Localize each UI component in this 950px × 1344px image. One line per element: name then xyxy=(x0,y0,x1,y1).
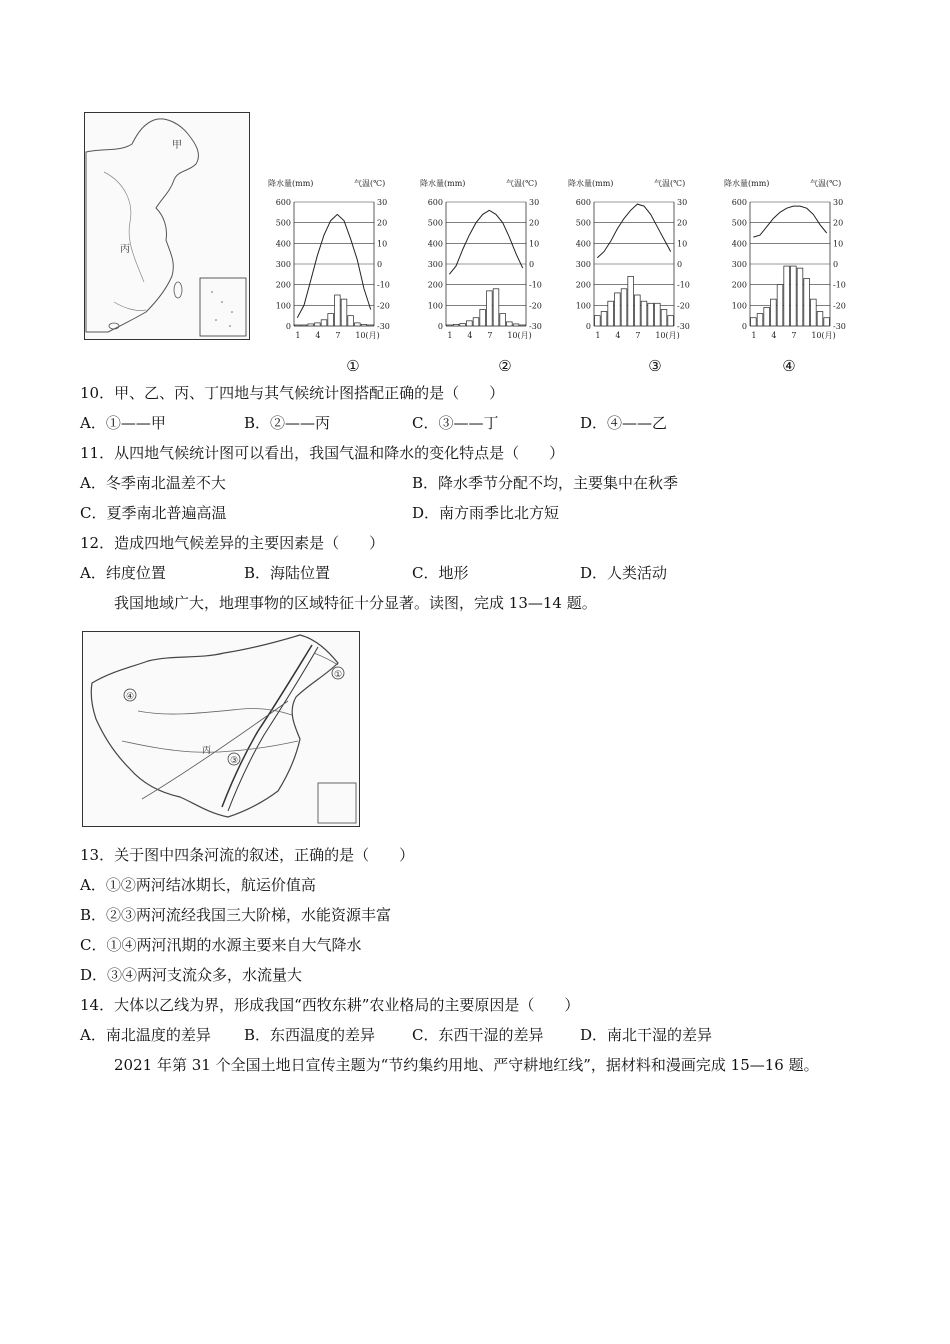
q12-option-b[interactable]: B．海陆位置 xyxy=(244,564,331,582)
x-tick-label: 4 xyxy=(615,331,621,340)
chart-label-2: ② xyxy=(498,357,512,375)
right-tick-label: 30 xyxy=(529,198,540,207)
x-tick-label: 10(月) xyxy=(355,331,380,340)
right-axis-title: 气温(℃) xyxy=(506,179,538,188)
climate-chart-2-svg xyxy=(418,174,560,340)
q14-option-a[interactable]: A．南北温度的差异 xyxy=(80,1026,211,1044)
precip-bar xyxy=(301,325,307,326)
left-tick-label: 0 xyxy=(437,322,443,331)
left-tick-label: 100 xyxy=(731,301,747,311)
precip-bar xyxy=(368,325,374,326)
climate-chart-1 xyxy=(266,174,408,340)
left-tick-label: 400 xyxy=(731,239,747,249)
intro-15-16: 2021 年第 31 个全国土地日宣传主题为“节约集约用地、严守耕地红线”，据材料和漫画完成 15—16 题。 xyxy=(114,1056,819,1074)
precip-bar xyxy=(771,299,777,326)
precip-bar xyxy=(655,303,661,326)
precip-bar xyxy=(797,268,803,326)
precip-bar xyxy=(447,325,453,326)
precip-bar xyxy=(764,307,770,326)
right-tick-label: -30 xyxy=(377,322,390,331)
x-tick-label: 4 xyxy=(771,331,777,340)
right-tick-label: -10 xyxy=(529,280,542,290)
left-axis-title: 降水量(mm) xyxy=(268,179,314,188)
left-tick-label: 100 xyxy=(427,301,443,311)
q11-option-b[interactable]: B．降水季节分配不均，主要集中在秋季 xyxy=(412,474,679,492)
precip-bar xyxy=(500,314,506,326)
q11-stem: 11．从四地气候统计图可以看出，我国气温和降水的变化特点是（ ） xyxy=(80,444,565,462)
right-tick-label: -20 xyxy=(677,301,690,311)
left-tick-label: 100 xyxy=(575,301,591,311)
q11-option-c[interactable]: C．夏季南北普遍高温 xyxy=(80,504,227,522)
q13-option-a[interactable]: A．①②两河结冰期长，航运价值高 xyxy=(80,876,316,894)
right-tick-label: 0 xyxy=(677,260,683,269)
climate-chart-2 xyxy=(418,174,560,340)
map2-label-bing: 丙 xyxy=(202,746,212,756)
left-tick-label: 600 xyxy=(731,198,747,207)
right-tick-label: 20 xyxy=(529,218,540,228)
left-tick-label: 200 xyxy=(275,280,291,290)
q14-stem: 14．大体以乙线为界，形成我国“西牧东耕”农业格局的主要原因是（ ） xyxy=(80,996,580,1014)
right-tick-label: 10 xyxy=(529,239,540,249)
climate-chart-3-svg xyxy=(566,174,708,340)
q12-option-a[interactable]: A．纬度位置 xyxy=(80,564,166,582)
precip-bar xyxy=(595,316,601,326)
precip-bar xyxy=(467,321,473,326)
q10-option-d[interactable]: D．④——乙 xyxy=(580,414,668,432)
right-tick-label: 0 xyxy=(377,260,383,269)
q12-option-d[interactable]: D．人类活动 xyxy=(580,564,668,582)
right-tick-label: -20 xyxy=(833,301,846,311)
left-tick-label: 300 xyxy=(427,260,443,269)
right-axis-title: 气温(℃) xyxy=(810,179,842,188)
right-tick-label: -20 xyxy=(377,301,390,311)
map1-label-jia: 甲 xyxy=(172,140,182,151)
precip-bar xyxy=(628,276,634,326)
q13-stem: 13．关于图中四条河流的叙述，正确的是（ ） xyxy=(80,846,415,864)
right-tick-label: -20 xyxy=(529,301,542,311)
left-tick-label: 200 xyxy=(575,280,591,290)
precip-bar xyxy=(355,323,361,326)
precip-bar xyxy=(341,299,347,326)
right-tick-label: 10 xyxy=(677,239,688,249)
precip-bar xyxy=(453,324,459,326)
q10-option-b[interactable]: B．②——丙 xyxy=(244,414,331,432)
china-rivers-map xyxy=(82,631,360,827)
left-tick-label: 0 xyxy=(585,322,591,331)
precip-bar xyxy=(784,266,790,326)
precip-bar xyxy=(804,278,810,326)
precip-bar xyxy=(648,303,654,326)
left-tick-label: 400 xyxy=(575,239,591,249)
right-tick-label: -10 xyxy=(377,280,390,290)
right-tick-label: 0 xyxy=(529,260,535,269)
left-tick-label: 300 xyxy=(731,260,747,269)
left-tick-label: 200 xyxy=(731,280,747,290)
temperature-line xyxy=(297,214,370,317)
precip-bar xyxy=(295,325,301,326)
right-tick-label: -10 xyxy=(833,280,846,290)
left-tick-label: 300 xyxy=(575,260,591,269)
left-tick-label: 600 xyxy=(427,198,443,207)
precip-bar xyxy=(473,318,479,326)
q13-option-d[interactable]: D．③④两河支流众多，水流量大 xyxy=(80,966,303,984)
left-tick-label: 100 xyxy=(275,301,291,311)
precip-bar xyxy=(635,295,641,326)
q10-option-c[interactable]: C．③——丁 xyxy=(412,414,499,432)
precip-bar xyxy=(493,289,499,326)
china-map-east xyxy=(84,112,250,340)
right-tick-label: 20 xyxy=(677,218,688,228)
x-tick-label: 10(月) xyxy=(811,331,836,340)
map1-label-bing: 丙 xyxy=(120,244,130,255)
precip-bar xyxy=(321,320,327,326)
chart-label-1: ① xyxy=(346,357,360,375)
climate-chart-1-svg xyxy=(266,174,408,340)
precip-bar xyxy=(460,324,466,326)
right-tick-label: -30 xyxy=(677,322,690,331)
right-tick-label: -30 xyxy=(529,322,542,331)
map2-label-river-1: ① xyxy=(334,670,343,680)
q11-option-a[interactable]: A．冬季南北温差不大 xyxy=(80,474,226,492)
climate-chart-4-svg xyxy=(722,174,864,340)
temperature-line xyxy=(449,210,522,274)
x-tick-label: 10(月) xyxy=(507,331,532,340)
x-tick-label: 7 xyxy=(635,331,641,340)
precip-bar xyxy=(757,314,763,326)
left-tick-label: 500 xyxy=(427,218,443,228)
q12-option-c[interactable]: C．地形 xyxy=(412,564,469,582)
right-tick-label: 30 xyxy=(833,198,844,207)
precip-bar xyxy=(601,312,607,326)
right-tick-label: 10 xyxy=(833,239,844,249)
right-tick-label: 30 xyxy=(677,198,688,207)
precip-bar xyxy=(791,266,797,326)
precip-bar xyxy=(817,312,823,326)
left-axis-title: 降水量(mm) xyxy=(420,179,466,188)
x-tick-label: 7 xyxy=(487,331,493,340)
q12-stem: 12．造成四地气候差异的主要因素是（ ） xyxy=(80,534,385,552)
precip-bar xyxy=(777,285,783,326)
precip-bar xyxy=(348,316,354,326)
map2-label-river-4: ④ xyxy=(126,692,135,702)
q14-option-d[interactable]: D．南北干湿的差异 xyxy=(580,1026,713,1044)
right-tick-label: 20 xyxy=(377,218,388,228)
right-tick-label: 20 xyxy=(833,218,844,228)
temperature-line xyxy=(597,204,670,258)
left-tick-label: 400 xyxy=(275,239,291,249)
right-tick-label: 10 xyxy=(377,239,388,249)
map2-label-river-3: ③ xyxy=(230,756,239,766)
left-tick-label: 600 xyxy=(575,198,591,207)
right-axis-title: 气温(℃) xyxy=(654,179,686,188)
chart-label-4: ④ xyxy=(782,357,796,375)
x-tick-label: 10(月) xyxy=(655,331,680,340)
precip-bar xyxy=(520,325,526,326)
climate-chart-3 xyxy=(566,174,708,340)
left-tick-label: 600 xyxy=(275,198,291,207)
precip-bar xyxy=(507,322,513,326)
precip-bar xyxy=(621,289,627,326)
left-tick-label: 0 xyxy=(741,322,747,331)
precip-bar xyxy=(824,318,830,326)
precip-bar xyxy=(308,324,314,326)
x-tick-label: 4 xyxy=(467,331,473,340)
q14-option-b[interactable]: B．东西温度的差异 xyxy=(244,1026,376,1044)
q13-option-c[interactable]: C．①④两河汛期的水源主要来自大气降水 xyxy=(80,936,362,954)
intro-13-14: 我国地域广大，地理事物的区域特征十分显著。读图，完成 13—14 题。 xyxy=(114,594,597,612)
precip-bar xyxy=(480,309,486,326)
temperature-line xyxy=(753,206,826,237)
left-tick-label: 0 xyxy=(285,322,291,331)
precip-bar xyxy=(335,295,341,326)
x-tick-label: 7 xyxy=(335,331,341,340)
precip-bar xyxy=(328,314,334,326)
x-tick-label: 1 xyxy=(447,331,453,340)
right-tick-label: 0 xyxy=(833,260,839,269)
left-axis-title: 降水量(mm) xyxy=(568,179,614,188)
chart-label-3: ③ xyxy=(648,357,662,375)
q10-option-a[interactable]: A．①——甲 xyxy=(80,414,166,432)
precip-bar xyxy=(315,323,321,326)
q10-stem: 10．甲、乙、丙、丁四地与其气候统计图搭配正确的是（ ） xyxy=(80,384,505,402)
precip-bar xyxy=(641,301,647,326)
left-axis-title: 降水量(mm) xyxy=(724,179,770,188)
right-tick-label: -10 xyxy=(677,280,690,290)
precip-bar xyxy=(608,301,614,326)
left-tick-label: 400 xyxy=(427,239,443,249)
left-tick-label: 300 xyxy=(275,260,291,269)
q13-option-b[interactable]: B．②③两河流经我国三大阶梯，水能资源丰富 xyxy=(80,906,392,924)
right-tick-label: -30 xyxy=(833,322,846,331)
x-tick-label: 1 xyxy=(595,331,601,340)
precip-bar xyxy=(615,293,621,326)
q14-option-c[interactable]: C．东西干湿的差异 xyxy=(412,1026,544,1044)
precip-bar xyxy=(487,291,493,326)
q11-option-d[interactable]: D．南方雨季比北方短 xyxy=(412,504,560,522)
left-tick-label: 500 xyxy=(275,218,291,228)
left-tick-label: 500 xyxy=(731,218,747,228)
x-tick-label: 1 xyxy=(295,331,301,340)
precip-bar xyxy=(751,318,757,326)
right-axis-title: 气温(℃) xyxy=(354,179,386,188)
precip-bar xyxy=(361,324,367,326)
left-tick-label: 200 xyxy=(427,280,443,290)
right-tick-label: 30 xyxy=(377,198,388,207)
x-tick-label: 7 xyxy=(791,331,797,340)
precip-bar xyxy=(811,299,817,326)
climate-chart-4 xyxy=(722,174,864,340)
precip-bar xyxy=(668,316,674,326)
precip-bar xyxy=(661,309,667,326)
left-tick-label: 500 xyxy=(575,218,591,228)
x-tick-label: 1 xyxy=(751,331,757,340)
x-tick-label: 4 xyxy=(315,331,321,340)
precip-bar xyxy=(513,324,519,326)
